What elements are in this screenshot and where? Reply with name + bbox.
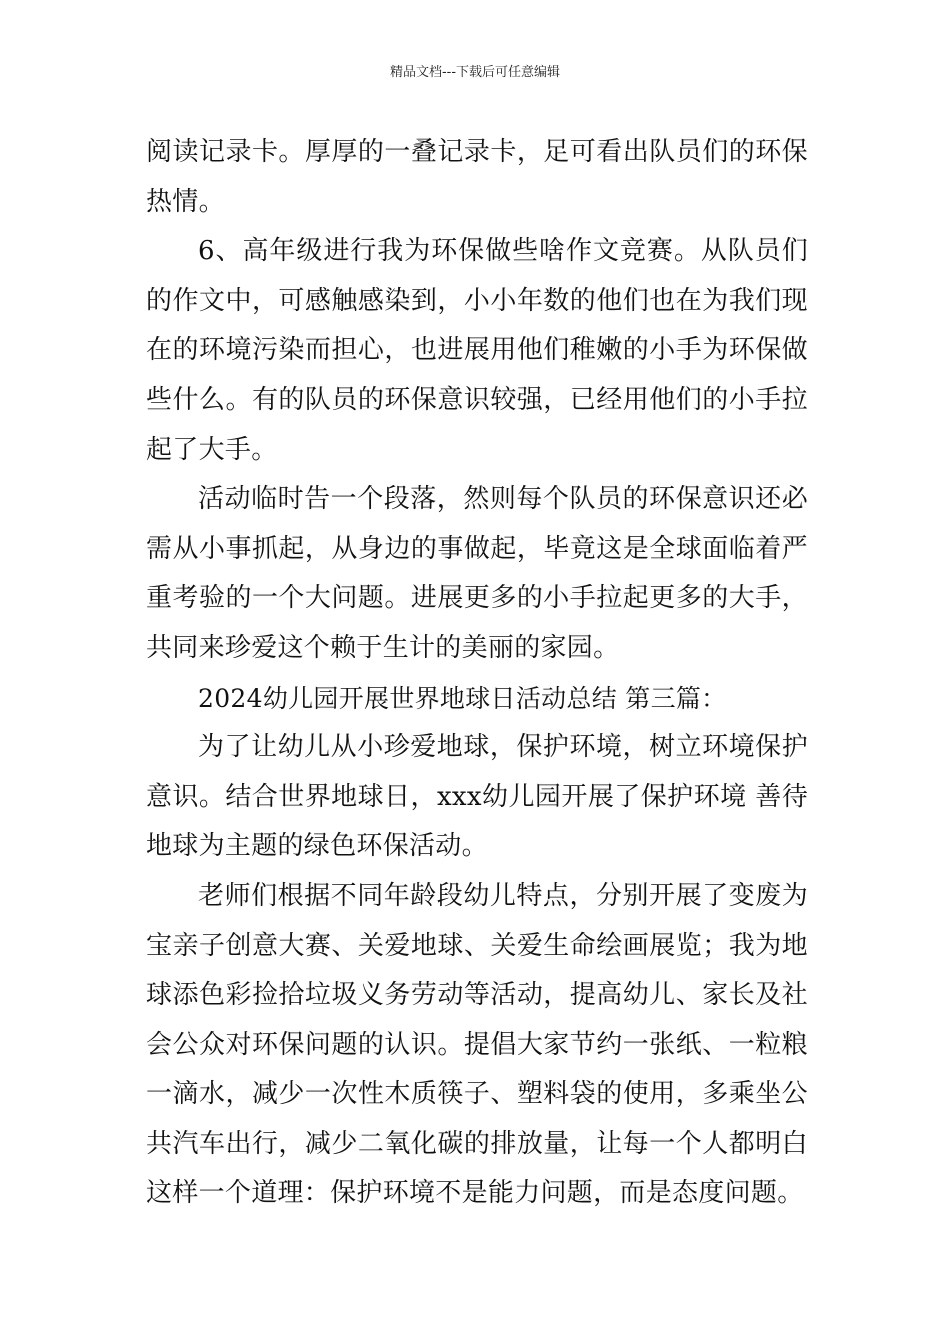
- document-body: [146, 128, 808, 1219]
- paragraph-continuation: 阅读记录卡。厚厚的一叠记录卡，足可看出队员们的环保热情。: [146, 137, 808, 217]
- paragraph-activities: 老师们根据不同年龄段幼儿特点，分别开展了变废为宝亲子创意大赛、关爱地球、关爱生命绘画展览；我为地球添色彩捡拾垃圾义务劳动等活动，提高幼儿、家长及社会公众对环保问题的认识。提倡大家节约一张纸、一粒粮一滴水，减少一次性木质筷子、塑料袋的使用，多乘坐公共汽车出行，减少二氧化碳的排放量，让每一个人都明白这样一个道理：保护环境不是能力问题，而是态度问题。: [146, 880, 808, 1209]
- page-header: 精品文档---下载后可任意编辑: [389, 65, 561, 80]
- paragraph-item-6: 6、高年级进行我为环保做些啥作文竞赛。从队员们的作文中，可感触感染到，小小年数的他们也在为我们现在的环境污染而担心，也进展用他们稚嫩的小手为环保做些什么。有的队员的环保意识较强，已经用他们的小手拉起了大手。: [146, 236, 808, 465]
- paragraph-conclusion: 活动临时告一个段落，然则每个队员的环保意识还必需从小事抓起，从身边的事做起，毕竟这是全球面临着严重考验的一个大问题。进展更多的小手拉起更多的大手，共同来珍爱这个赖于生计的美丽的家园。: [146, 484, 808, 663]
- paragraph-intro: 为了让幼儿从小珍爱地球，保护环境，树立环境保护意识。结合世界地球日，xxx幼儿园开展了保护环境 善待地球为主题的绿色环保活动。: [146, 732, 808, 862]
- section-heading: 2024幼儿园开展世界地球日活动总结 第三篇：: [198, 683, 727, 713]
